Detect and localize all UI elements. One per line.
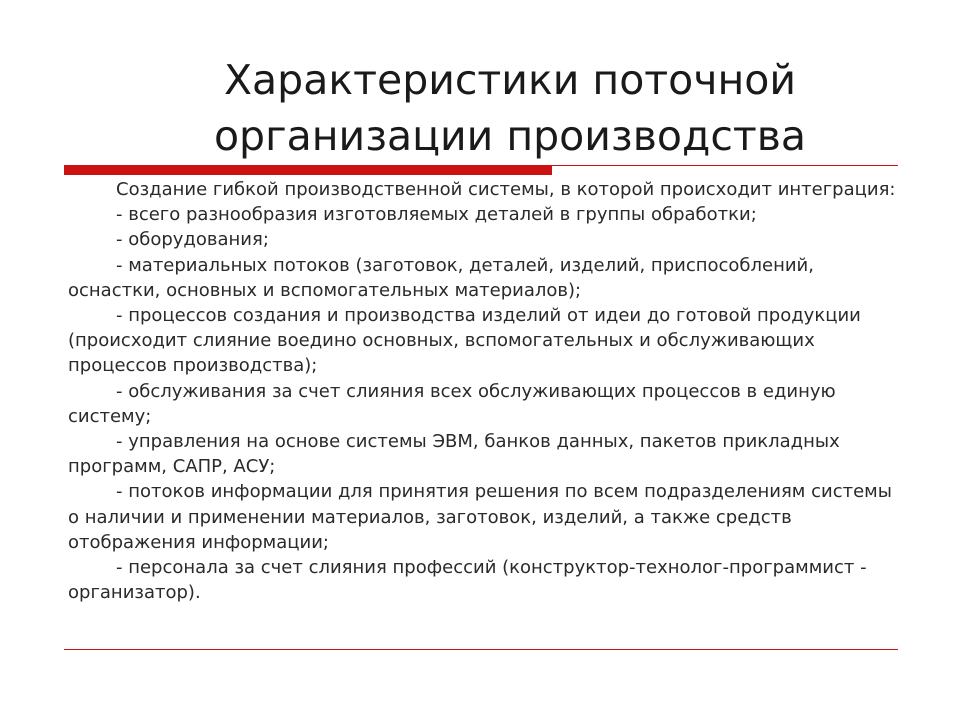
title-underline-thick [64, 165, 552, 175]
list-item-equipment: - оборудования; [116, 229, 269, 251]
list-item-information-flows: - потоков информации для принятия решения по всем подразделениям системы о наличии и применении материалов, заготовок, изделий, а также средств отображения информации; [68, 481, 892, 553]
list-item-service: - обслуживания за счет слияния всех обслуживающих процессов в единую систему; [68, 380, 836, 427]
list-item-management: - управления на основе системы ЭВМ, банков данных, пакетов прикладных программ, САПР, АСУ; [68, 431, 840, 478]
list-item-processes: - процессов создания и производства изделий от идеи до готовой продукции (происходит слияние воедино основных, вспомогательных и обслуживающих процессов производства); [68, 305, 861, 377]
list-item-material-flows: - материальных потоков (заготовок, деталей, изделий, приспособлений, оснастки, основных и вспомогательных материалов); [68, 254, 814, 301]
footer-divider [64, 649, 898, 650]
title-underline-thin [552, 165, 898, 166]
slide-body [68, 177, 903, 605]
list-item-personnel: - персонала за счет слияния профессий (конструктор-технолог-программист - организатор). [68, 557, 867, 604]
list-item-parts: - всего разнообразия изготовляемых деталей в группы обработки; [116, 204, 757, 226]
slide-title [150, 52, 870, 164]
intro-paragraph: Создание гибкой производственной системы, в которой происходит интеграция: [116, 179, 896, 200]
slide-title-line-1: Характеристики поточной [223, 56, 797, 104]
slide-title-line-2: организации производства [213, 112, 807, 160]
